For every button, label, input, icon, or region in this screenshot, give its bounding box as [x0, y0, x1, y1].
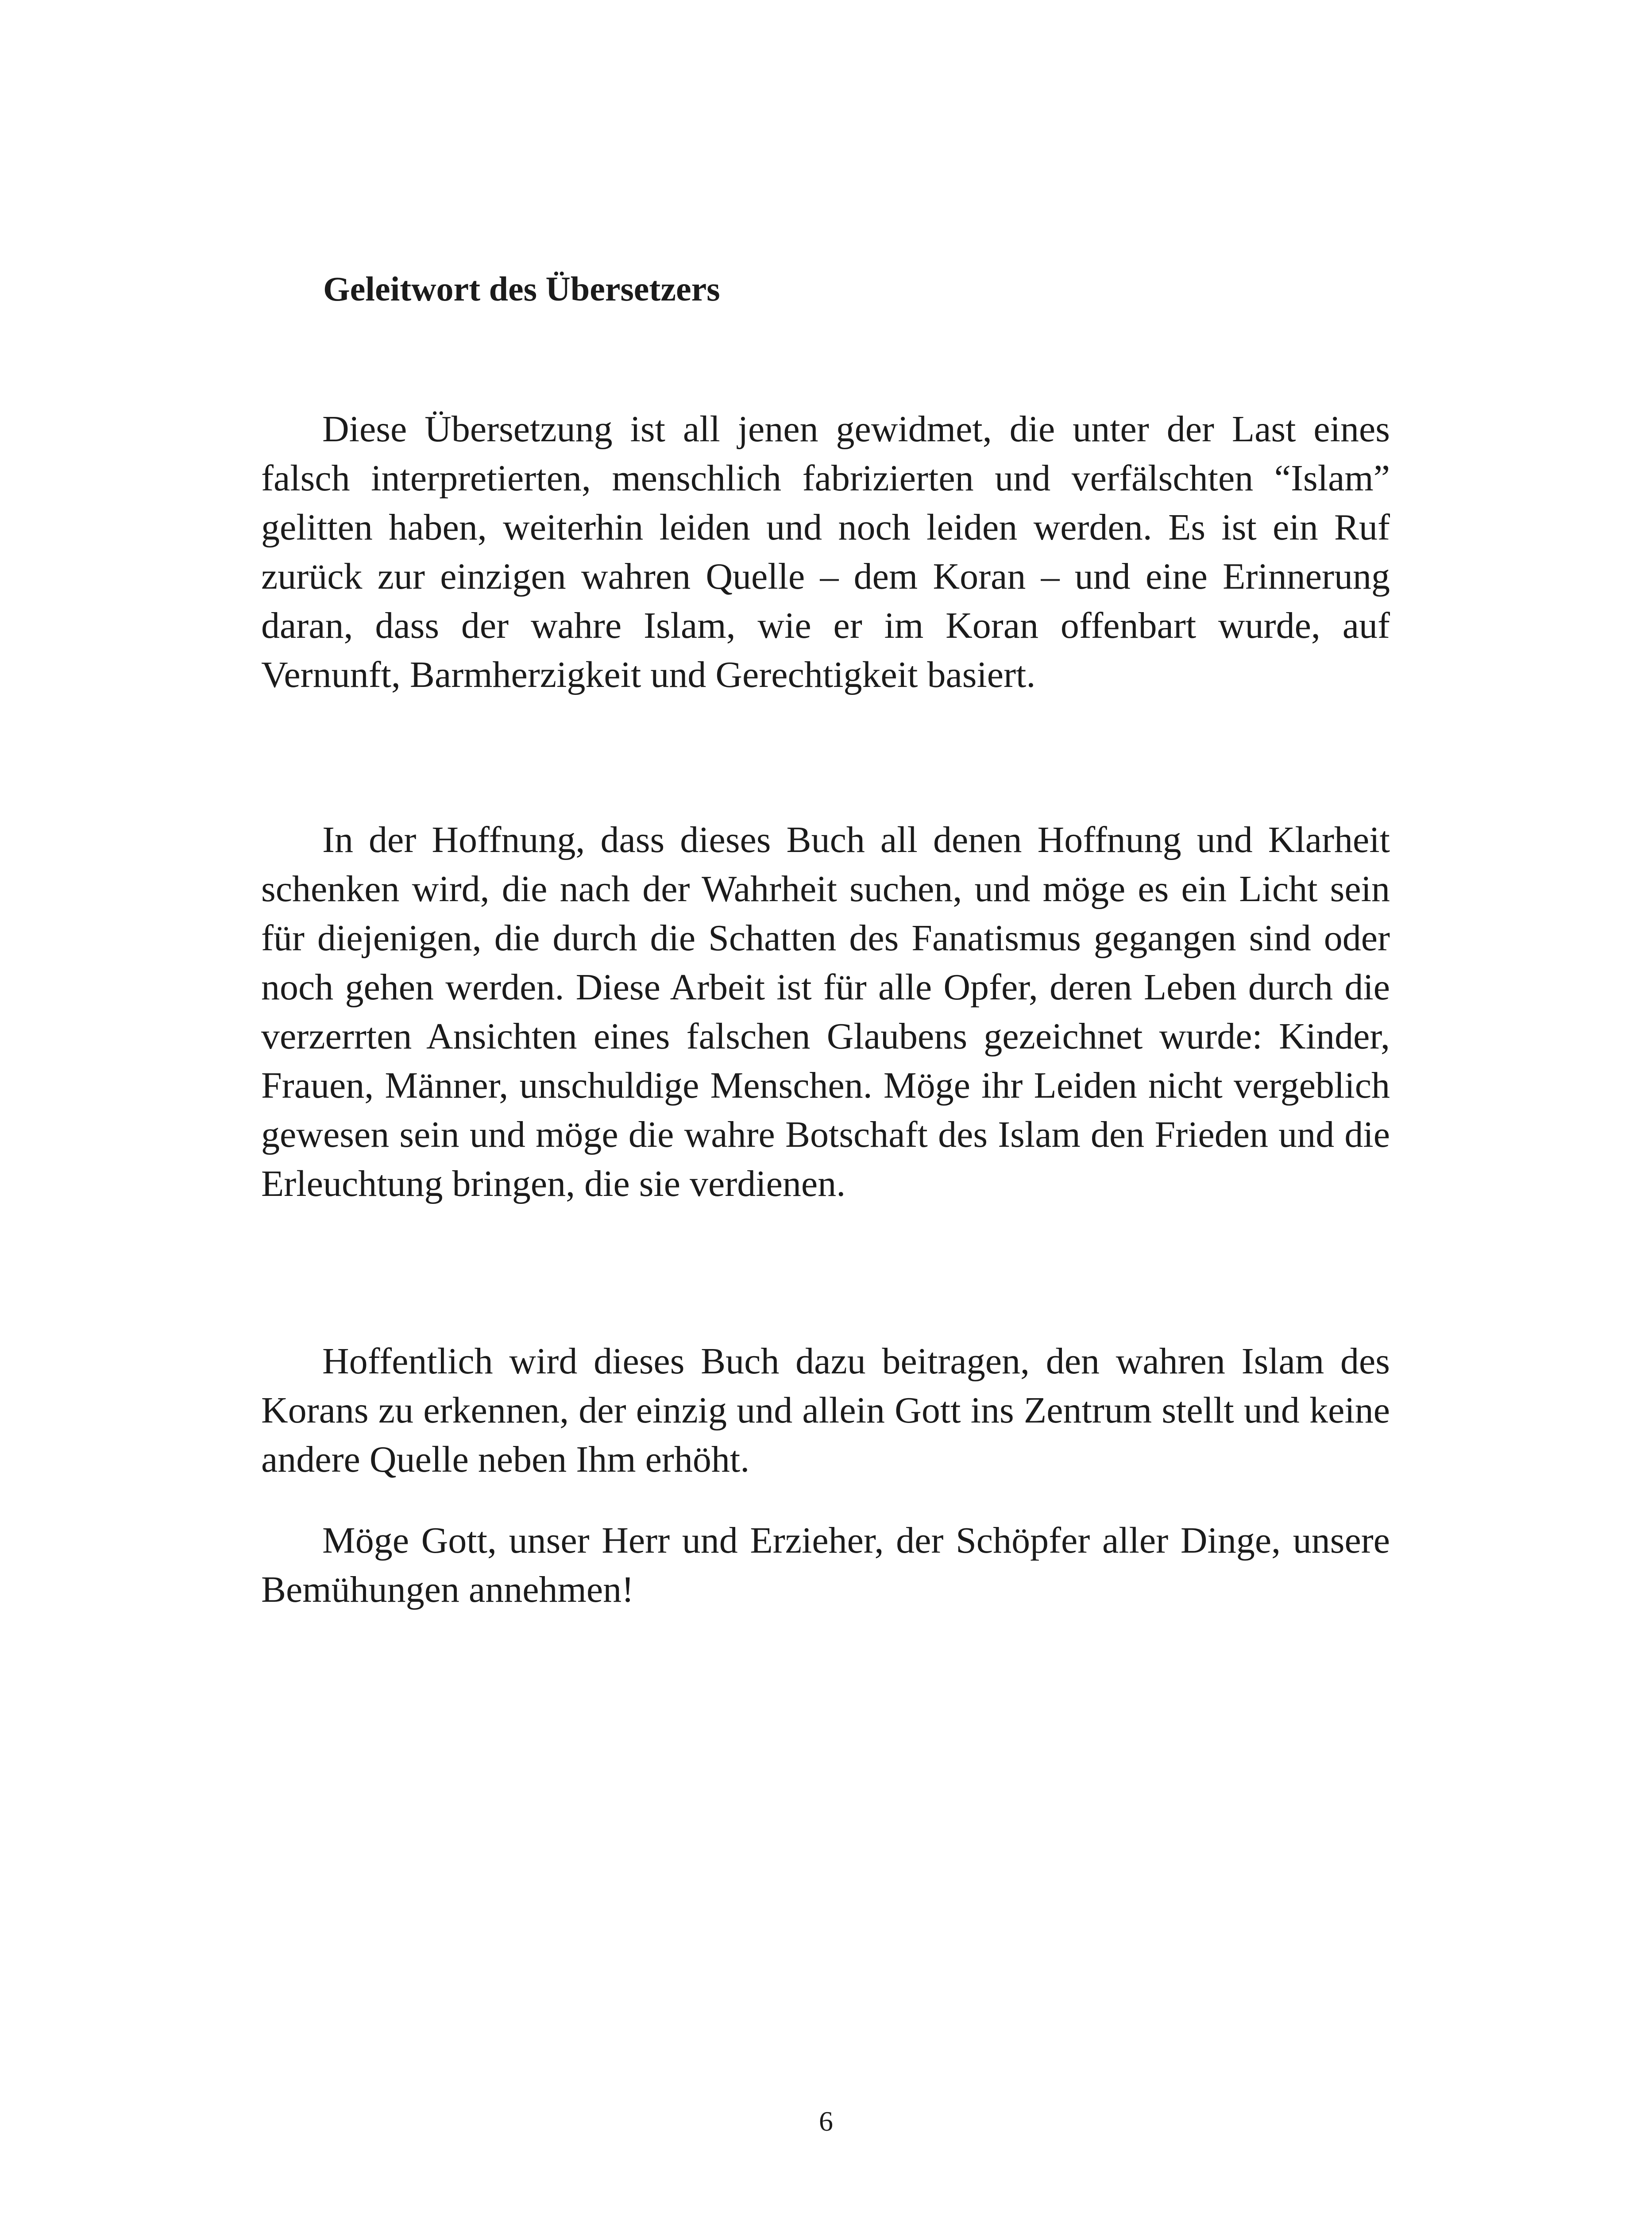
paragraph-hope: In der Hoffnung, dass dieses Buch all denen Hoffnung und Klarheit schenken wird, die nach der Wahrheit suchen, und möge es ein Licht sein für diejenigen, die durch die Schatten des Fanatismus gegangen sind oder noch gehen werden. Diese Arbeit ist für alle Opfer, deren Leben durch die verzerrten Ansichten eines falschen Glaubens gezeichnet wurde: Kinder, Frauen, Männer, unschuldige Menschen. Möge ihr Leiden nicht vergeblich gewesen sein und möge die wahre Botschaft des Islam den Frieden und die Erleuchtung bringen, die sie verdienen. [261, 819, 1390, 1204]
paragraph-dedication: Diese Übersetzung ist all jenen gewidmet, die unter der Last eines falsch interpretierten, menschlich fabrizierten und verfälschten “Islam” gelitten haben, weiterhin leiden und noch leiden werden. Es ist ein Ruf zurück zur einzigen wahren Quelle – dem Koran – und eine Erinnerung daran, dass der wahre Islam, wie er im Koran offenbart wurde, auf Vernunft, Barmherzigkeit und Gerechtigkeit basiert. [261, 409, 1390, 695]
paragraph-closing-prayer: Möge Gott, unser Herr und Erzieher, der Schöpfer aller Dinge, unsere Bemühungen annehmen! [261, 1520, 1390, 1610]
page-title: Geleitwort des Übersetzers [323, 270, 720, 308]
paragraph-purpose: Hoffentlich wird dieses Buch dazu beitragen, den wahren Islam des Korans zu erkennen, der einzig und allein Gott ins Zentrum stellt und keine andere Quelle neben Ihm erhöht. [261, 1341, 1390, 1480]
page-number: 6 [819, 2105, 833, 2137]
